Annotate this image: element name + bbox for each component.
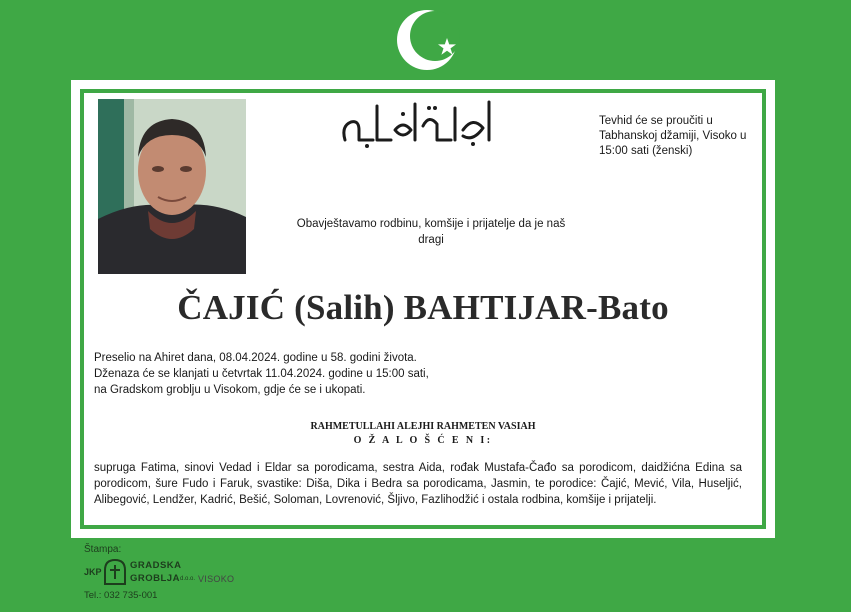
printer-logo — [84, 558, 254, 592]
arabic-calligraphy — [333, 96, 503, 148]
cemetery-logo-icon — [104, 559, 126, 585]
mourners-list: supruga Fatima, sinovi Vedad i Eldar sa porodicama, sestra Aida, rođak Mustafa-Čađo sa porodicom, daidžićna Edina sa porodicom, šure Fudo i Faruk, svastike: Diša, Dika i Bedra sa porodicama, Jasmin, te porodice: Čajić, Mević, Vila, Huseljić, Alibegović, Lendžer, Kadrić, Bešić, Soloman, Lovrenović, Šljivo, Fazlihodžić i ostala rodbina, komšije i prijatelji. — [94, 462, 742, 506]
logo-jkp: JKP — [84, 567, 102, 577]
portrait-photo — [98, 99, 246, 274]
printer-label: Štampa: — [84, 544, 122, 555]
mourners-heading: O Ž A L O Š Ć E N I: — [353, 435, 493, 446]
obituary-card — [71, 80, 775, 538]
death-details — [94, 350, 494, 398]
death-date-line: Preselio na Ahiret dana, 08.04.2024. godine u 58. godini života. — [94, 352, 417, 364]
burial-place-line: na Gradskom groblju u Visokom, gdje će se i ukopati. — [94, 384, 366, 396]
crescent-star-icon — [395, 8, 465, 72]
prayer-line: RAHMETULLAHI ALEJHI RAHMETEN VASIAH — [310, 421, 536, 432]
deceased-name: ČAJIĆ (Salih) BAHTIJAR-Bato — [177, 288, 669, 327]
printer-phone: Tel.: 032 735-001 — [84, 590, 158, 601]
logo-doo: d.o.o. — [180, 576, 196, 582]
logo-gradska: GRADSKA — [130, 560, 182, 571]
logo-city: VISOKO — [198, 574, 235, 584]
tevhid-notice: Tevhid će se proučiti u Tabhanskoj džamiji, Visoko u 15:00 sati (ženski) — [599, 115, 747, 157]
logo-groblja: GROBLJA — [130, 573, 180, 584]
funeral-time-line: Dženaza će se klanjati u četvrtak 11.04.2024. godine u 15:00 sati, — [94, 368, 429, 380]
announcement-intro: Obavještavamo rodbinu, komšije i prijatelje da je naš dragi — [296, 218, 566, 246]
